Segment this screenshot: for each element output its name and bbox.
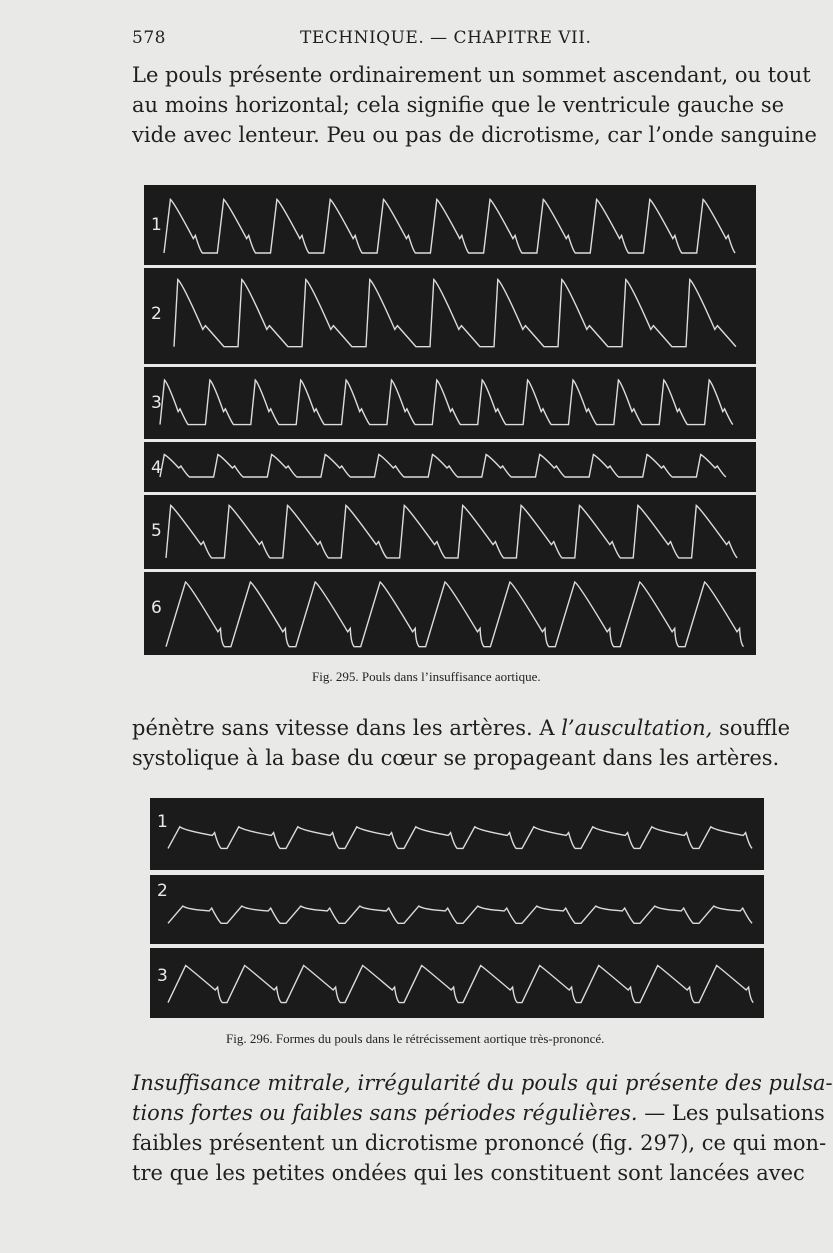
pulse-waveform: [168, 906, 752, 923]
strip-label: 2: [151, 304, 162, 324]
pulse-strip: [144, 572, 756, 655]
figure-295-pulse-tracings: [144, 185, 756, 655]
pulse-trace: [150, 798, 764, 870]
text-line: faibles présentent un dicrotisme prononcé (fig. 297), ce qui mon-: [132, 1131, 827, 1155]
text-line: [132, 1068, 833, 1098]
strip-label: 5: [151, 521, 162, 541]
page-number: 578: [132, 28, 166, 48]
strip-label: 1: [151, 215, 162, 235]
running-head: [132, 28, 762, 54]
pulse-waveform: [166, 582, 744, 647]
pulse-strip: [150, 948, 764, 1018]
text-line: systolique à la base du cœur se propageant dans les artères.: [132, 746, 780, 770]
pulse-trace: [144, 367, 756, 439]
pulse-trace: [150, 875, 764, 944]
pulse-strip: [144, 367, 756, 439]
text-line: au moins horizontal; cela signifie que le ventricule gauche se: [132, 93, 785, 117]
pulse-strip: [144, 185, 756, 265]
text-run: pénètre sans vitesse dans les artères. A: [132, 716, 562, 740]
pulse-trace: [150, 948, 764, 1018]
paragraph-auscultation: [132, 713, 791, 773]
pulse-strip: [150, 798, 764, 870]
strip-label: 2: [157, 881, 168, 901]
pulse-strip: [144, 442, 756, 492]
strip-label: 3: [157, 966, 168, 986]
pulse-trace: [144, 572, 756, 655]
pulse-strip: [144, 268, 756, 364]
text-line: vide avec lenteur. Peu ou pas de dicrotisme, car l’onde sanguine: [132, 123, 817, 147]
strip-label: 3: [151, 393, 162, 413]
strip-label: 6: [151, 598, 162, 618]
pulse-waveform: [160, 380, 733, 425]
pulse-trace: [144, 185, 756, 265]
pulse-trace: [144, 495, 756, 569]
italic-run: l’auscultation,: [561, 716, 713, 740]
pulse-waveform: [174, 280, 736, 347]
italic-run: Insuffisance mitrale, irrégularité du pouls qui présente des pulsa-: [132, 1071, 833, 1095]
figure-295-caption: Fig. 295. Pouls dans l’insuffisance aortique.: [312, 669, 541, 684]
pulse-strip: [144, 495, 756, 569]
text-run: — Les pulsations: [637, 1101, 825, 1125]
paragraph-intro: [132, 60, 817, 150]
pulse-strip: [150, 875, 764, 944]
text-line: [132, 1098, 825, 1128]
strip-label: 4: [151, 458, 162, 478]
text-line: Le pouls présente ordinairement un sommet ascendant, ou tout: [132, 63, 811, 87]
pulse-waveform: [160, 455, 726, 478]
text-run: souffle: [712, 716, 791, 740]
strip-label: 1: [157, 812, 168, 832]
pulse-trace: [144, 442, 756, 492]
pulse-trace: [144, 268, 756, 364]
text-line: tre que les petites ondées qui les constituent sont lancées avec: [132, 1161, 805, 1185]
text-line: [132, 713, 791, 743]
figure-296-pulse-tracings: [150, 798, 764, 1018]
figure-296-caption: Fig. 296. Formes du pouls dans le rétrécissement aortique très-prononcé.: [226, 1031, 605, 1046]
paragraph-mitral: [132, 1068, 833, 1188]
pulse-waveform: [166, 505, 737, 558]
chapter-title: TECHNIQUE. — CHAPITRE VII.: [300, 28, 592, 48]
pulse-waveform: [168, 827, 752, 849]
pulse-waveform: [164, 199, 735, 253]
italic-run: tions fortes ou faibles sans périodes régulières.: [132, 1101, 638, 1125]
pulse-waveform: [168, 966, 753, 1003]
